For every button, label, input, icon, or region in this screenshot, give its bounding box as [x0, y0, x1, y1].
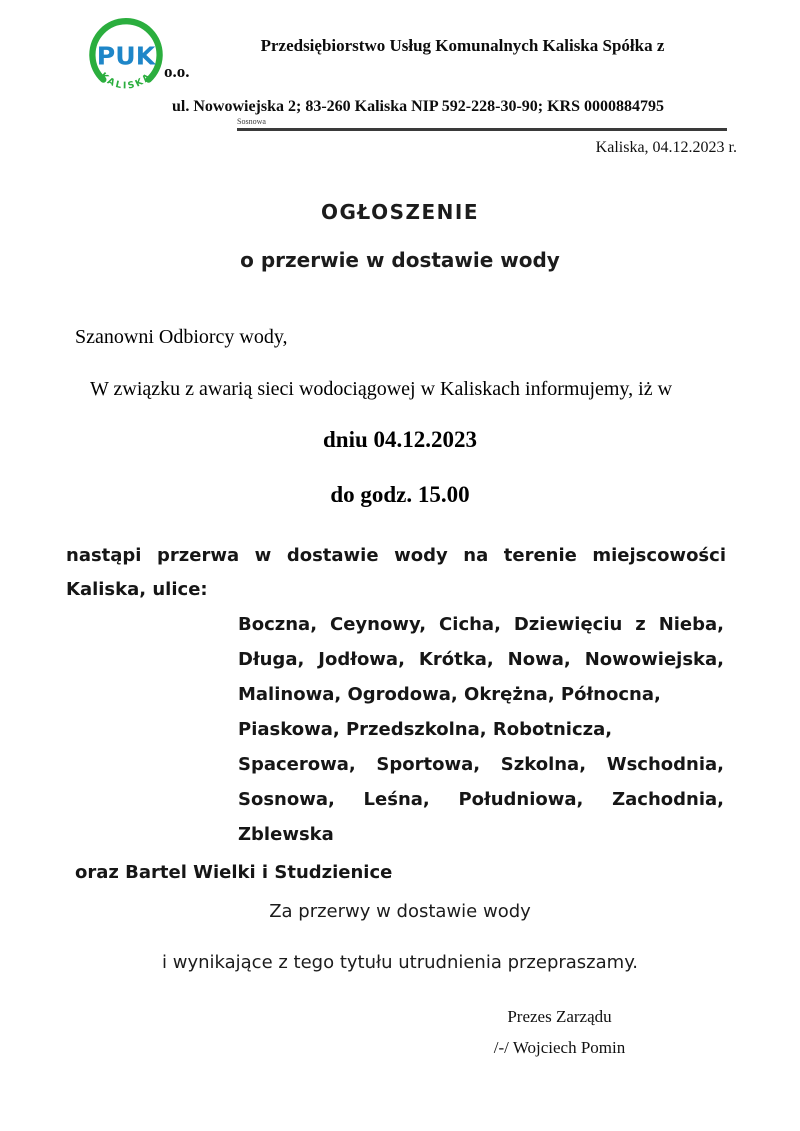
street-list-line: Zblewska — [238, 824, 334, 845]
street-list-line: Boczna, Ceynowy, Cicha, Dziewięciu z Nieba, — [238, 614, 724, 635]
header-small-note: Sosnowa — [237, 117, 266, 126]
intro-paragraph: W związku z awarią sieci wodociągowej w Kaliskach informujemy, iż w — [90, 378, 673, 400]
street-list-line: Długa, Jodłowa, Krótka, Nowa, Nowowiejska, — [238, 649, 724, 670]
logo-acronym: PUK — [96, 41, 156, 71]
apology-line2: i wynikające z tego tytułu utrudnienia przepraszamy. — [162, 952, 638, 973]
document-dateline: Kaliska, 04.12.2023 r. — [595, 139, 737, 156]
puk-logo — [84, 14, 168, 109]
outage-date-heading: dniu 04.12.2023 — [322, 427, 477, 452]
announcement-title: OGŁOSZENIE — [321, 200, 479, 224]
street-list-line: Malinowa, Ogrodowa, Okrężna, Północna, — [238, 684, 661, 705]
company-name-line2: o.o. — [164, 62, 190, 81]
street-list-line: Piaskowa, Przedszkolna, Robotnicza, — [238, 719, 613, 740]
street-list — [238, 607, 724, 852]
signature-block — [462, 1001, 657, 1063]
scope-line2: Kaliska, ulice: — [66, 579, 208, 600]
extra-localities-line: oraz Bartel Wielki i Studzienice — [75, 862, 393, 883]
header-divider — [237, 128, 727, 131]
street-list-line: Spacerowa, Sportowa, Szkolna, Wschodnia, — [238, 754, 724, 775]
outage-time-heading: do godz. 15.00 — [330, 482, 470, 507]
signature-role: Prezes Zarządu — [507, 1007, 612, 1026]
signature-name: /-/ Wojciech Pomin — [493, 1038, 626, 1057]
scope-paragraph — [66, 539, 726, 607]
announcement-subtitle: o przerwie w dostawie wody — [240, 248, 560, 272]
apology-line1: Za przerwy w dostawie wody — [269, 901, 531, 922]
greeting-paragraph: Szanowni Odbiorcy wody, — [75, 326, 288, 348]
scope-line1: nastąpi przerwa w dostawie wody na terenie miejscowości — [66, 545, 726, 566]
puk-logo-icon — [84, 14, 168, 104]
company-address: ul. Nowowiejska 2; 83-260 Kaliska NIP 592-228-30-90; KRS 0000884795 — [172, 98, 665, 115]
company-name-line1: Przedsiębiorstwo Usług Komunalnych Kaliska Spółka z — [260, 36, 665, 55]
logo-ring-text: KALISKA — [97, 70, 155, 92]
street-list-line: Sosnowa, Leśna, Południowa, Zachodnia, — [238, 789, 724, 810]
svg-text:KALISKA — [98, 70, 155, 91]
document-header — [0, 0, 800, 160]
